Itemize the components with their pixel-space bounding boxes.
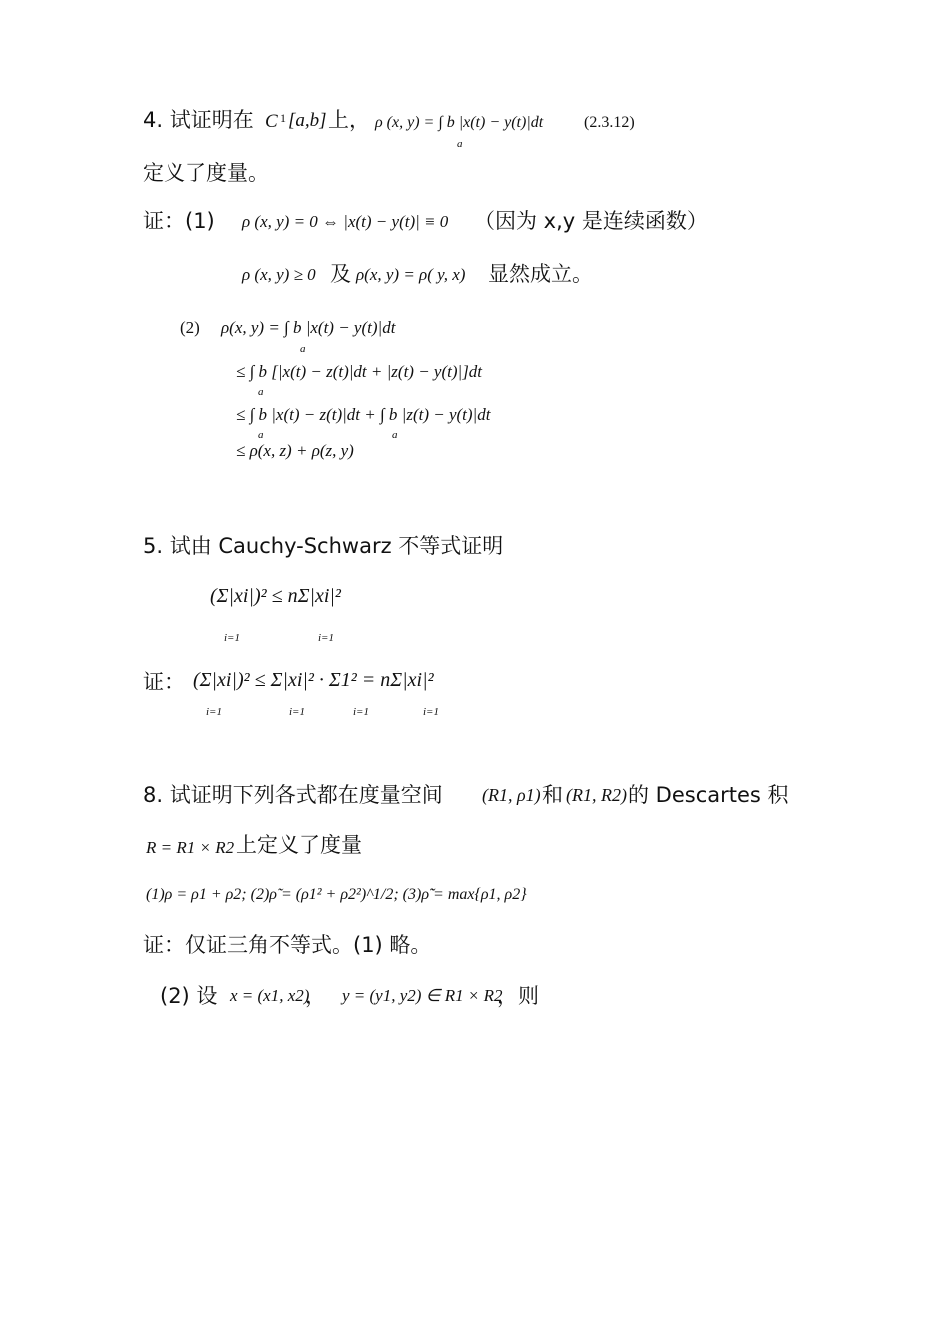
p4-metric-definition: ρ (x, y) = ∫ b |x(t) − y(t)|dt xyxy=(375,114,544,131)
p8-pair2: (R1, R2) xyxy=(566,785,627,805)
p4-step1b-formula-b: ρ(x, y) = ρ( y, x) xyxy=(356,265,466,284)
p5-statement-index-2: i=1 xyxy=(318,632,334,644)
p5-proof: (Σ|xi|)² ≤ Σ|xi|² · Σ1² = nΣ|xi|² xyxy=(193,669,434,691)
p5-proof-index-4: i=1 xyxy=(423,706,439,718)
p8-product: R = R1 × R2 xyxy=(146,838,235,857)
p4-step2-line1: ρ(x, y) = ∫ b |x(t) − y(t)|dt xyxy=(221,318,396,337)
p4-step2-line4: ≤ ρ(x, z) + ρ(z, y) xyxy=(236,441,354,460)
p4-metric-lower-limit: a xyxy=(457,138,463,150)
p4-line2: 定义了度量。 xyxy=(143,161,269,185)
p8-tail: ，则 xyxy=(497,984,539,1008)
p4-step1b-join: 及 xyxy=(330,262,351,286)
p4-step1b-formula-a: ρ (x, y) ≥ 0 xyxy=(242,265,316,284)
p8-heading-prefix: 8. 试证明下列各式都在度量空间 xyxy=(143,783,443,807)
p4-lower-limit-3: a xyxy=(258,429,264,441)
p5-proof-index-2: i=1 xyxy=(289,706,305,718)
p4-space-symbol: C xyxy=(265,111,278,132)
p5-proof-label: 证： xyxy=(143,670,185,694)
p8-join: 和 xyxy=(542,783,563,807)
p8-step2-label: (2) 设 xyxy=(160,984,218,1008)
p4-step1b-tail: 显然成立。 xyxy=(488,262,593,286)
p4-proof-label: 证：(1) xyxy=(143,209,215,233)
p4-interval: [a,b] xyxy=(288,110,327,131)
p5-heading: 5. 试由 Cauchy-Schwarz 不等式证明 xyxy=(143,534,504,558)
p4-step2-line3: ≤ ∫ b |x(t) − z(t)|dt + ∫ b |z(t) − y(t)|dt xyxy=(236,405,491,424)
p4-heading-prefix: 4. 试证明在 xyxy=(143,108,254,132)
p4-step1-note: （因为 x,y 是连续函数） xyxy=(474,209,708,233)
p4-space-superscript: 1 xyxy=(280,111,286,125)
p8-line2-suffix: 上定义了度量 xyxy=(236,833,362,857)
p4-heading-suffix: 上， xyxy=(328,108,370,132)
p8-x-definition: x = (x1, x2) xyxy=(230,986,310,1005)
p8-comma: ， xyxy=(305,984,326,1008)
p4-lower-limit-4: a xyxy=(392,429,398,441)
p4-step2-line2: ≤ ∫ b [|x(t) − z(t)|dt + |z(t) − y(t)|]dt xyxy=(236,362,483,381)
p8-y-definition: y = (y1, y2) ∈ R1 × R2 xyxy=(342,986,503,1005)
p8-proof-line: 证：仅证三角不等式。(1) 略。 xyxy=(143,933,432,957)
p5-statement: (Σ|xi|)² ≤ nΣ|xi|² xyxy=(210,585,341,607)
p4-lower-limit-1: a xyxy=(300,343,306,355)
p5-statement-index-1: i=1 xyxy=(224,632,240,644)
p5-proof-index-3: i=1 xyxy=(353,706,369,718)
p4-lower-limit-2: a xyxy=(258,386,264,398)
p8-definitions: (1)ρ = ρ1 + ρ2; (2)ρ̃ = (ρ1² + ρ2²)^1/2; (3)ρ̃̃ = max{ρ1, ρ2} xyxy=(146,886,527,903)
p4-equation-number: (2.3.12) xyxy=(584,114,635,131)
p5-proof-index-1: i=1 xyxy=(206,706,222,718)
p4-step1-formula: ρ (x, y) = 0 ⇔ |x(t) − y(t)| ≡ 0 xyxy=(242,212,449,231)
p8-heading-suffix: 的 Descartes 积 xyxy=(628,783,789,807)
p4-step2-label: (2) xyxy=(180,318,200,337)
p8-pair1: (R1, ρ1) xyxy=(482,785,541,805)
